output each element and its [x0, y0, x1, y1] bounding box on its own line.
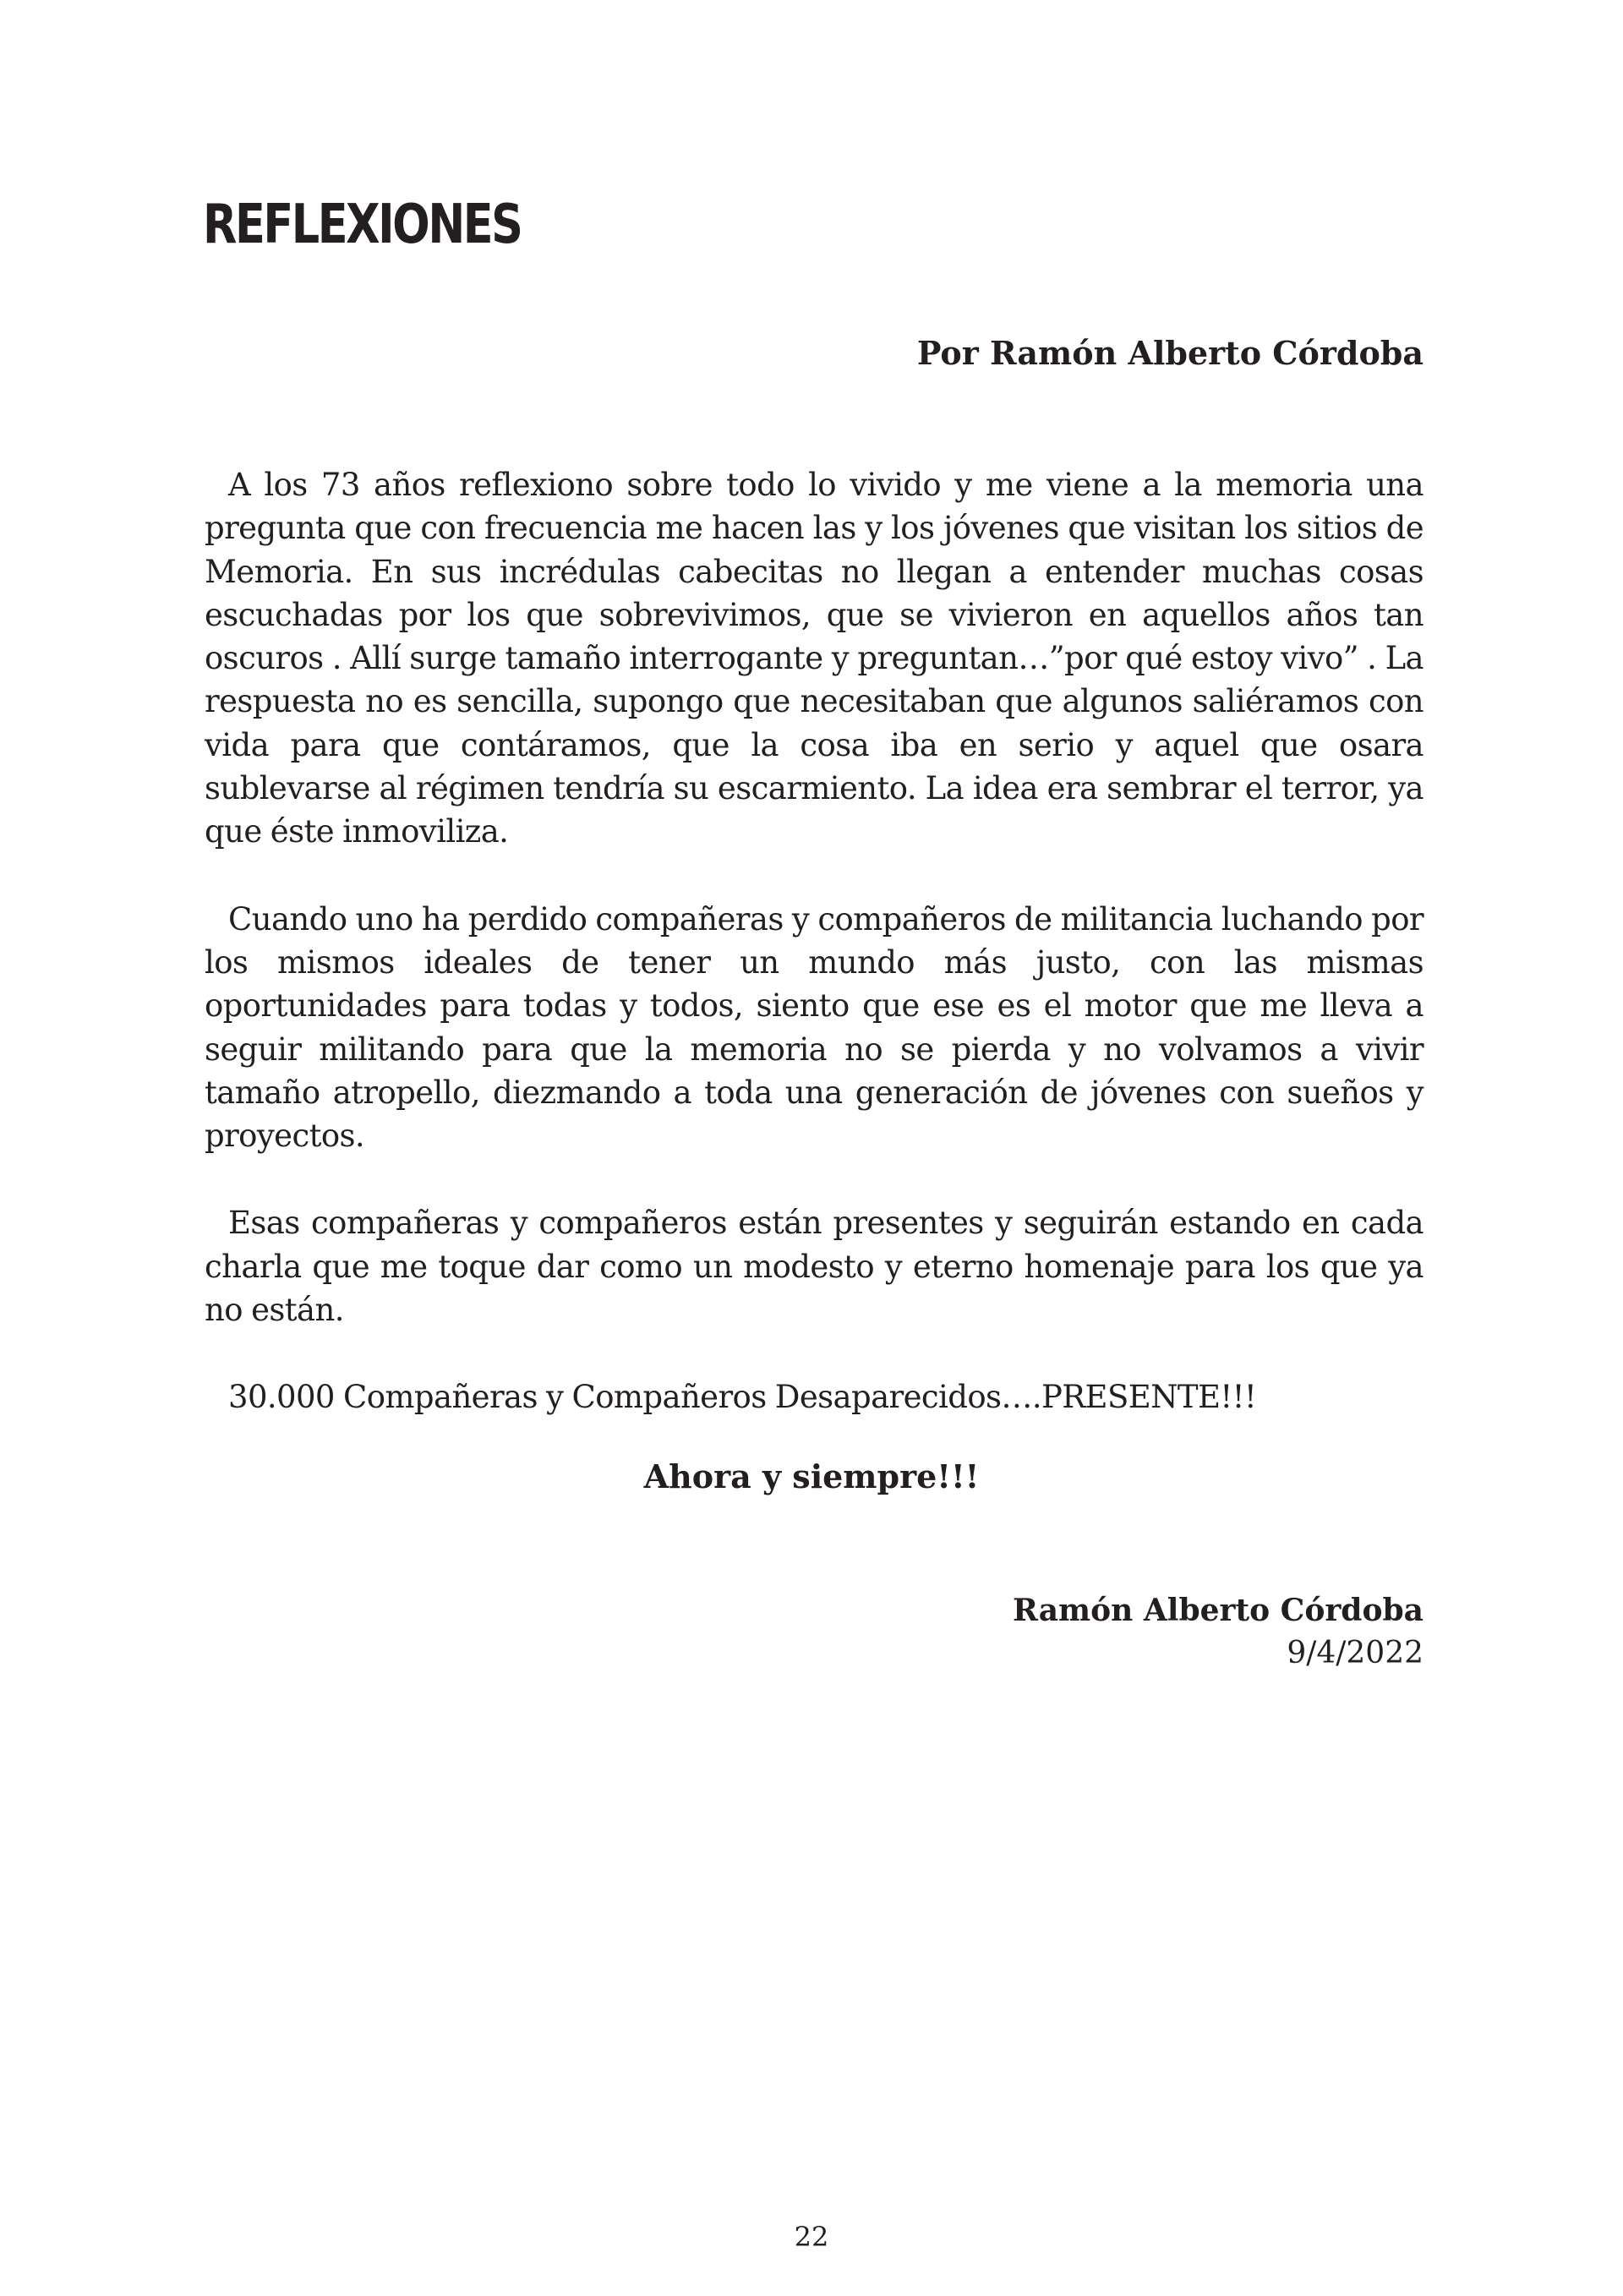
page-number: 22 [794, 2221, 829, 2253]
body-paragraph: A los 73 años reflexiono sobre todo lo vivido y me viene a la memoria una pregunta que con frecuencia me hacen las y los jóvenes que visitan los sitios de Memoria. En sus incrédulas cabecitas no llegan a entender muchas cosas escuchadas por los que sobrevivimos, que se vivieron en aquellos años tan oscuros . Allí surge tamaño interrogante y preguntan…”por qué estoy vivo” . La respuesta no es sencilla, supongo que necesitaban que algunos saliéramos con vida para que contáramos, que la cosa iba en serio y aquel que osara sublevarse al régimen tendría su escarmiento. La idea era sembrar el terror, ya que éste inmoviliza. [205, 467, 1424, 850]
signature-block [1013, 1589, 1424, 1676]
body-paragraph: 30.000 Compañeras y Compañeros Desaparecidos….PRESENTE!!! [228, 1379, 1257, 1416]
signature-date: 9/4/2022 [1287, 1636, 1424, 1670]
body-paragraph: Esas compañeras y compañeros están presentes y seguirán estando en cada charla que me toque dar como un modesto y eterno homenaje para los que ya no están. [205, 1205, 1424, 1329]
closing-line: Ahora y siempre!!! [643, 1457, 980, 1495]
signature-name: Ramón Alberto Córdoba [1012, 1593, 1424, 1628]
article-body [205, 463, 1424, 1463]
body-paragraph: Cuando uno ha perdido compañeras y compañeros de militancia luchando por los mismos ideales de tener un mundo más justo, con las mismas oportunidades para todas y todos, siento que ese es el motor que me lleva a seguir militando para que la memoria no se pierda y no volvamos a vivir tamaño atropello, diezmando a toda una generación de jóvenes con sueños y proyectos. [205, 900, 1424, 1155]
author-byline: Por Ramón Alberto Córdoba [916, 334, 1424, 372]
section-heading: REFLEXIONES [203, 194, 522, 256]
